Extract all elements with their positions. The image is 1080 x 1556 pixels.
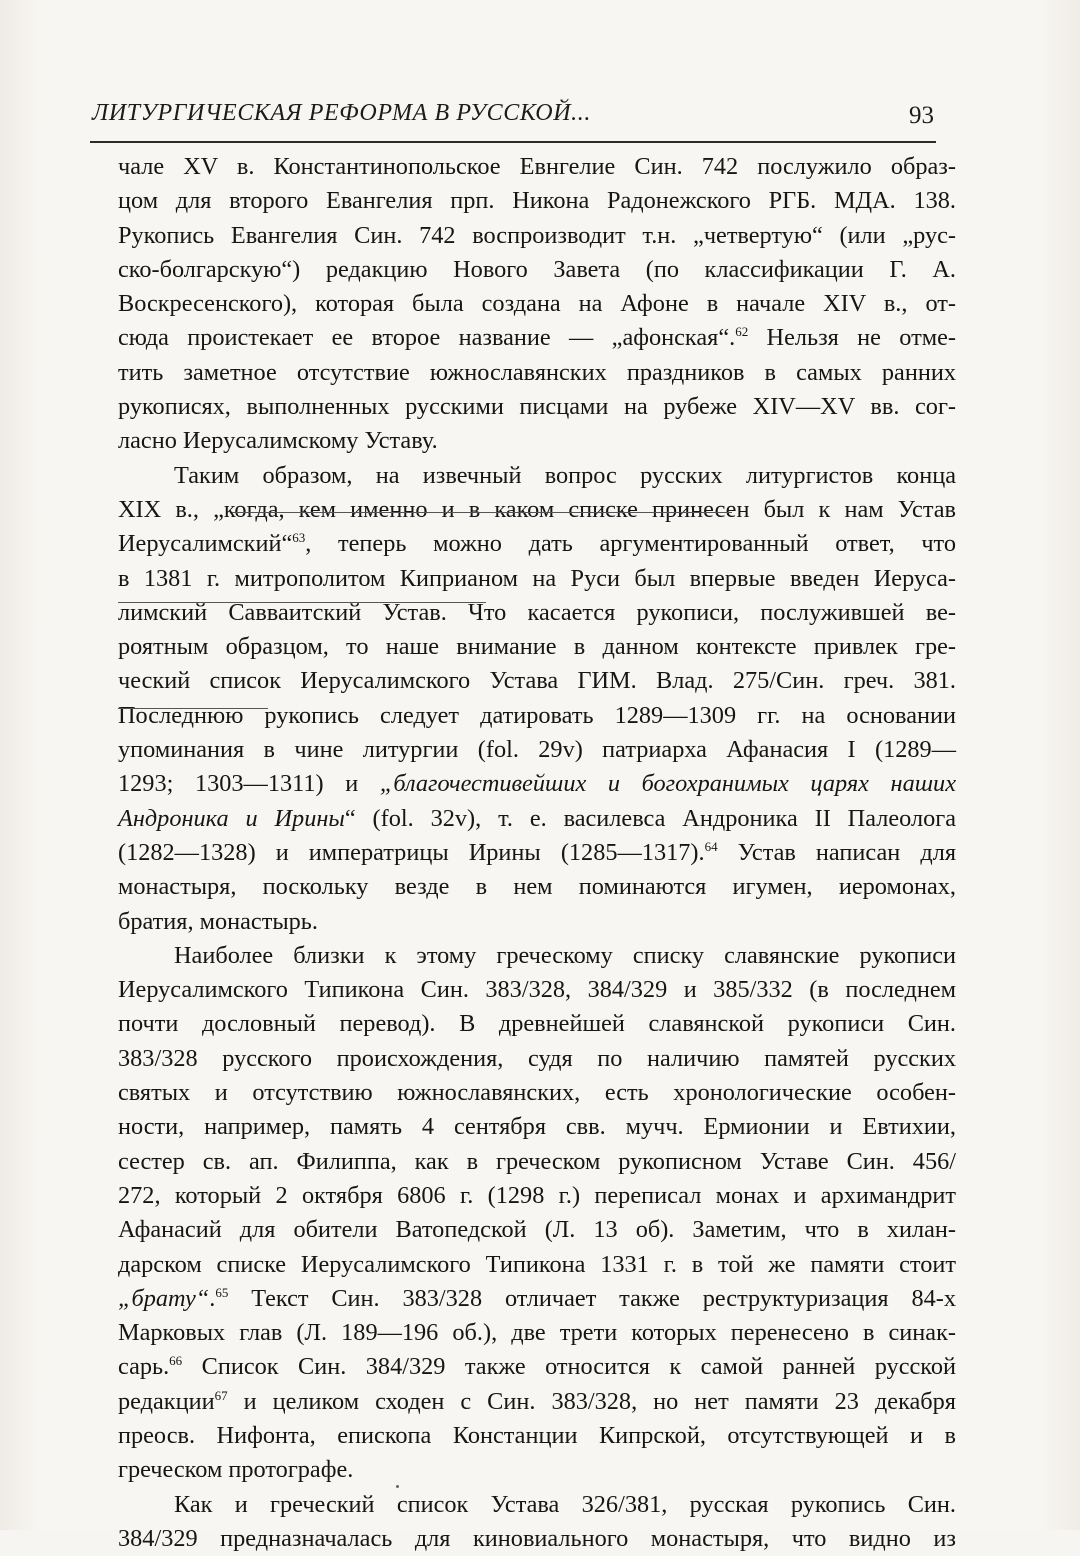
text-line: 1293; 1303—1311) и „благочестивейших и богохранимых царях наших <box>118 770 956 798</box>
text-line: ско-болгарскую“) редакцию Нового Завета (по классификации Г. А. <box>118 255 956 283</box>
text-line: преосв. Нифонта, епископа Констанции Кипрской, отсутствующей и в <box>118 1421 956 1449</box>
page-number: 93 <box>909 102 934 129</box>
text-line: 384/329 предназначалась для киновиального монастыря, что видно из <box>118 1524 956 1552</box>
text-line: ласно Иерусалимскому Уставу. <box>118 427 438 455</box>
footnote-ref: 62 <box>735 324 749 340</box>
text-line: дарском списке Иерусалимского Типикона 1331 г. в той же памяти стоит <box>118 1250 956 1278</box>
pencil-underline <box>118 602 486 603</box>
text-line: ности, например, память 4 сентября свв. мучч. Ермионии и Евтихии, <box>118 1113 956 1141</box>
text-line: Иерусалимского Типикона Син. 383/328, 384/329 и 385/332 (в последнем <box>118 976 956 1004</box>
text-line: „брату“.$^{65}$ Текст Син. 383/328 отличает также реструктуризация 84-х <box>118 1284 956 1312</box>
running-header <box>92 100 934 140</box>
text-line: в 1381 г. митрополитом Киприаном на Руси был впервые введен Иеруса- <box>118 564 956 592</box>
text-line: Иерусалимский“$^{63}$, теперь можно дать аргументированный ответ, что <box>118 530 956 558</box>
pencil-underline <box>118 708 268 709</box>
text-line: 383/328 русского происхождения, судя по наличию памятей русских <box>118 1044 956 1072</box>
text-line: Наиболее близки к этому греческому списку славянские рукописи <box>174 941 956 969</box>
text-line: Воскресенского), которая была создана на Афоне в начале XIV в., от- <box>118 290 956 318</box>
footnote-ref: 63 <box>292 530 306 546</box>
text-line: ческий список Иерусалимского Устава ГИМ. Влад. 275/Син. греч. 381. <box>118 667 956 695</box>
footnote-ref: 65 <box>215 1284 229 1300</box>
text-line: монастыря, поскольку везде в нем поминаются игумен, иеромонах, <box>118 873 956 901</box>
text-line: Таким образом, на извечный вопрос русских литургистов конца <box>174 461 956 489</box>
text-line: чале XV в. Константинопольское Евнгелие Син. 742 послужило образ- <box>118 153 956 180</box>
scan-speck <box>396 1485 399 1488</box>
text-line: Последнюю рукопись следует датировать 1289—1309 гг. на основании <box>118 701 956 729</box>
text-line: Андроника и Ирины“ (fol. 32v), т. е. василевса Андроника II Палеолога <box>118 804 956 832</box>
text-line: 272, который 2 октября 6806 г. (1298 г.) переписал монах и архимандрит <box>118 1181 956 1209</box>
text-line: лимский Савваитский Устав. Что касается рукописи, послужившей ве- <box>118 598 956 626</box>
text-line: греческом протографе. <box>118 1456 354 1484</box>
text-line: рукописях, выполненных русскими писцами на рубеже XIV—XV вв. сог- <box>118 393 956 421</box>
text-line: упоминания в чине литургии (fol. 29v) патриарха Афанасия I (1289— <box>118 736 956 764</box>
running-title: ЛИТУРГИЧЕСКАЯ РЕФОРМА В РУССКОЙ... <box>92 100 591 126</box>
footnote-ref: 67 <box>214 1387 228 1403</box>
text-line: братия, монастырь. <box>118 907 318 935</box>
footnote-ref: 66 <box>169 1353 183 1369</box>
text-line: святых и отсутствию южнославянских, есть хронологические особен- <box>118 1079 956 1107</box>
text-line: сюда проистекает ее второе название — „афонская“.$^{62}$ Нельзя не отме- <box>118 324 957 352</box>
text-line: XIX в., „когда, кем именно и в каком списке принесен был к нам Устав <box>118 495 956 523</box>
header-rule <box>90 141 936 143</box>
text-line: Рукопись Евангелия Син. 742 воспроизводит т.н. „четвертую“ (или „рус- <box>118 221 956 249</box>
text-line: Афанасий для обители Ватопедской (Л. 13 об). Заметим, что в хилан- <box>118 1216 956 1244</box>
text-line: сестер св. ап. Филиппа, как в греческом рукописном Уставе Син. 456/ <box>118 1147 956 1175</box>
body-text <box>118 150 956 1556</box>
text-line: Марковых глав (Л. 189—196 об.), две трети которых перенесено в синак- <box>118 1319 956 1347</box>
pencil-underline <box>232 512 732 513</box>
text-line: роятным образцом, то наше внимание в данном контексте привлек гре- <box>118 633 956 661</box>
text-line: редакции$^{67}$ и целиком сходен с Син. 383/328, но нет памяти 23 декабря <box>118 1387 956 1415</box>
text-line: цом для второго Евангелия прп. Никона Радонежского РГБ. МДА. 138. <box>118 187 956 215</box>
footnote-ref: 64 <box>704 838 718 854</box>
text-line: Как и греческий список Устава 326/381, русская рукопись Син. <box>174 1490 956 1518</box>
text-line: тить заметное отсутствие южнославянских праздников в самых ранних <box>118 358 956 386</box>
text-line: сарь.$^{66}$ Список Син. 384/329 также относится к самой ранней русской <box>118 1353 956 1381</box>
text-line: почти дословный перевод). В древнейшей славянской рукописи Син. <box>118 1010 956 1038</box>
text-line: (1282—1328) и императрицы Ирины (1285—1317).$^{64}$ Устав написан для <box>118 838 956 866</box>
